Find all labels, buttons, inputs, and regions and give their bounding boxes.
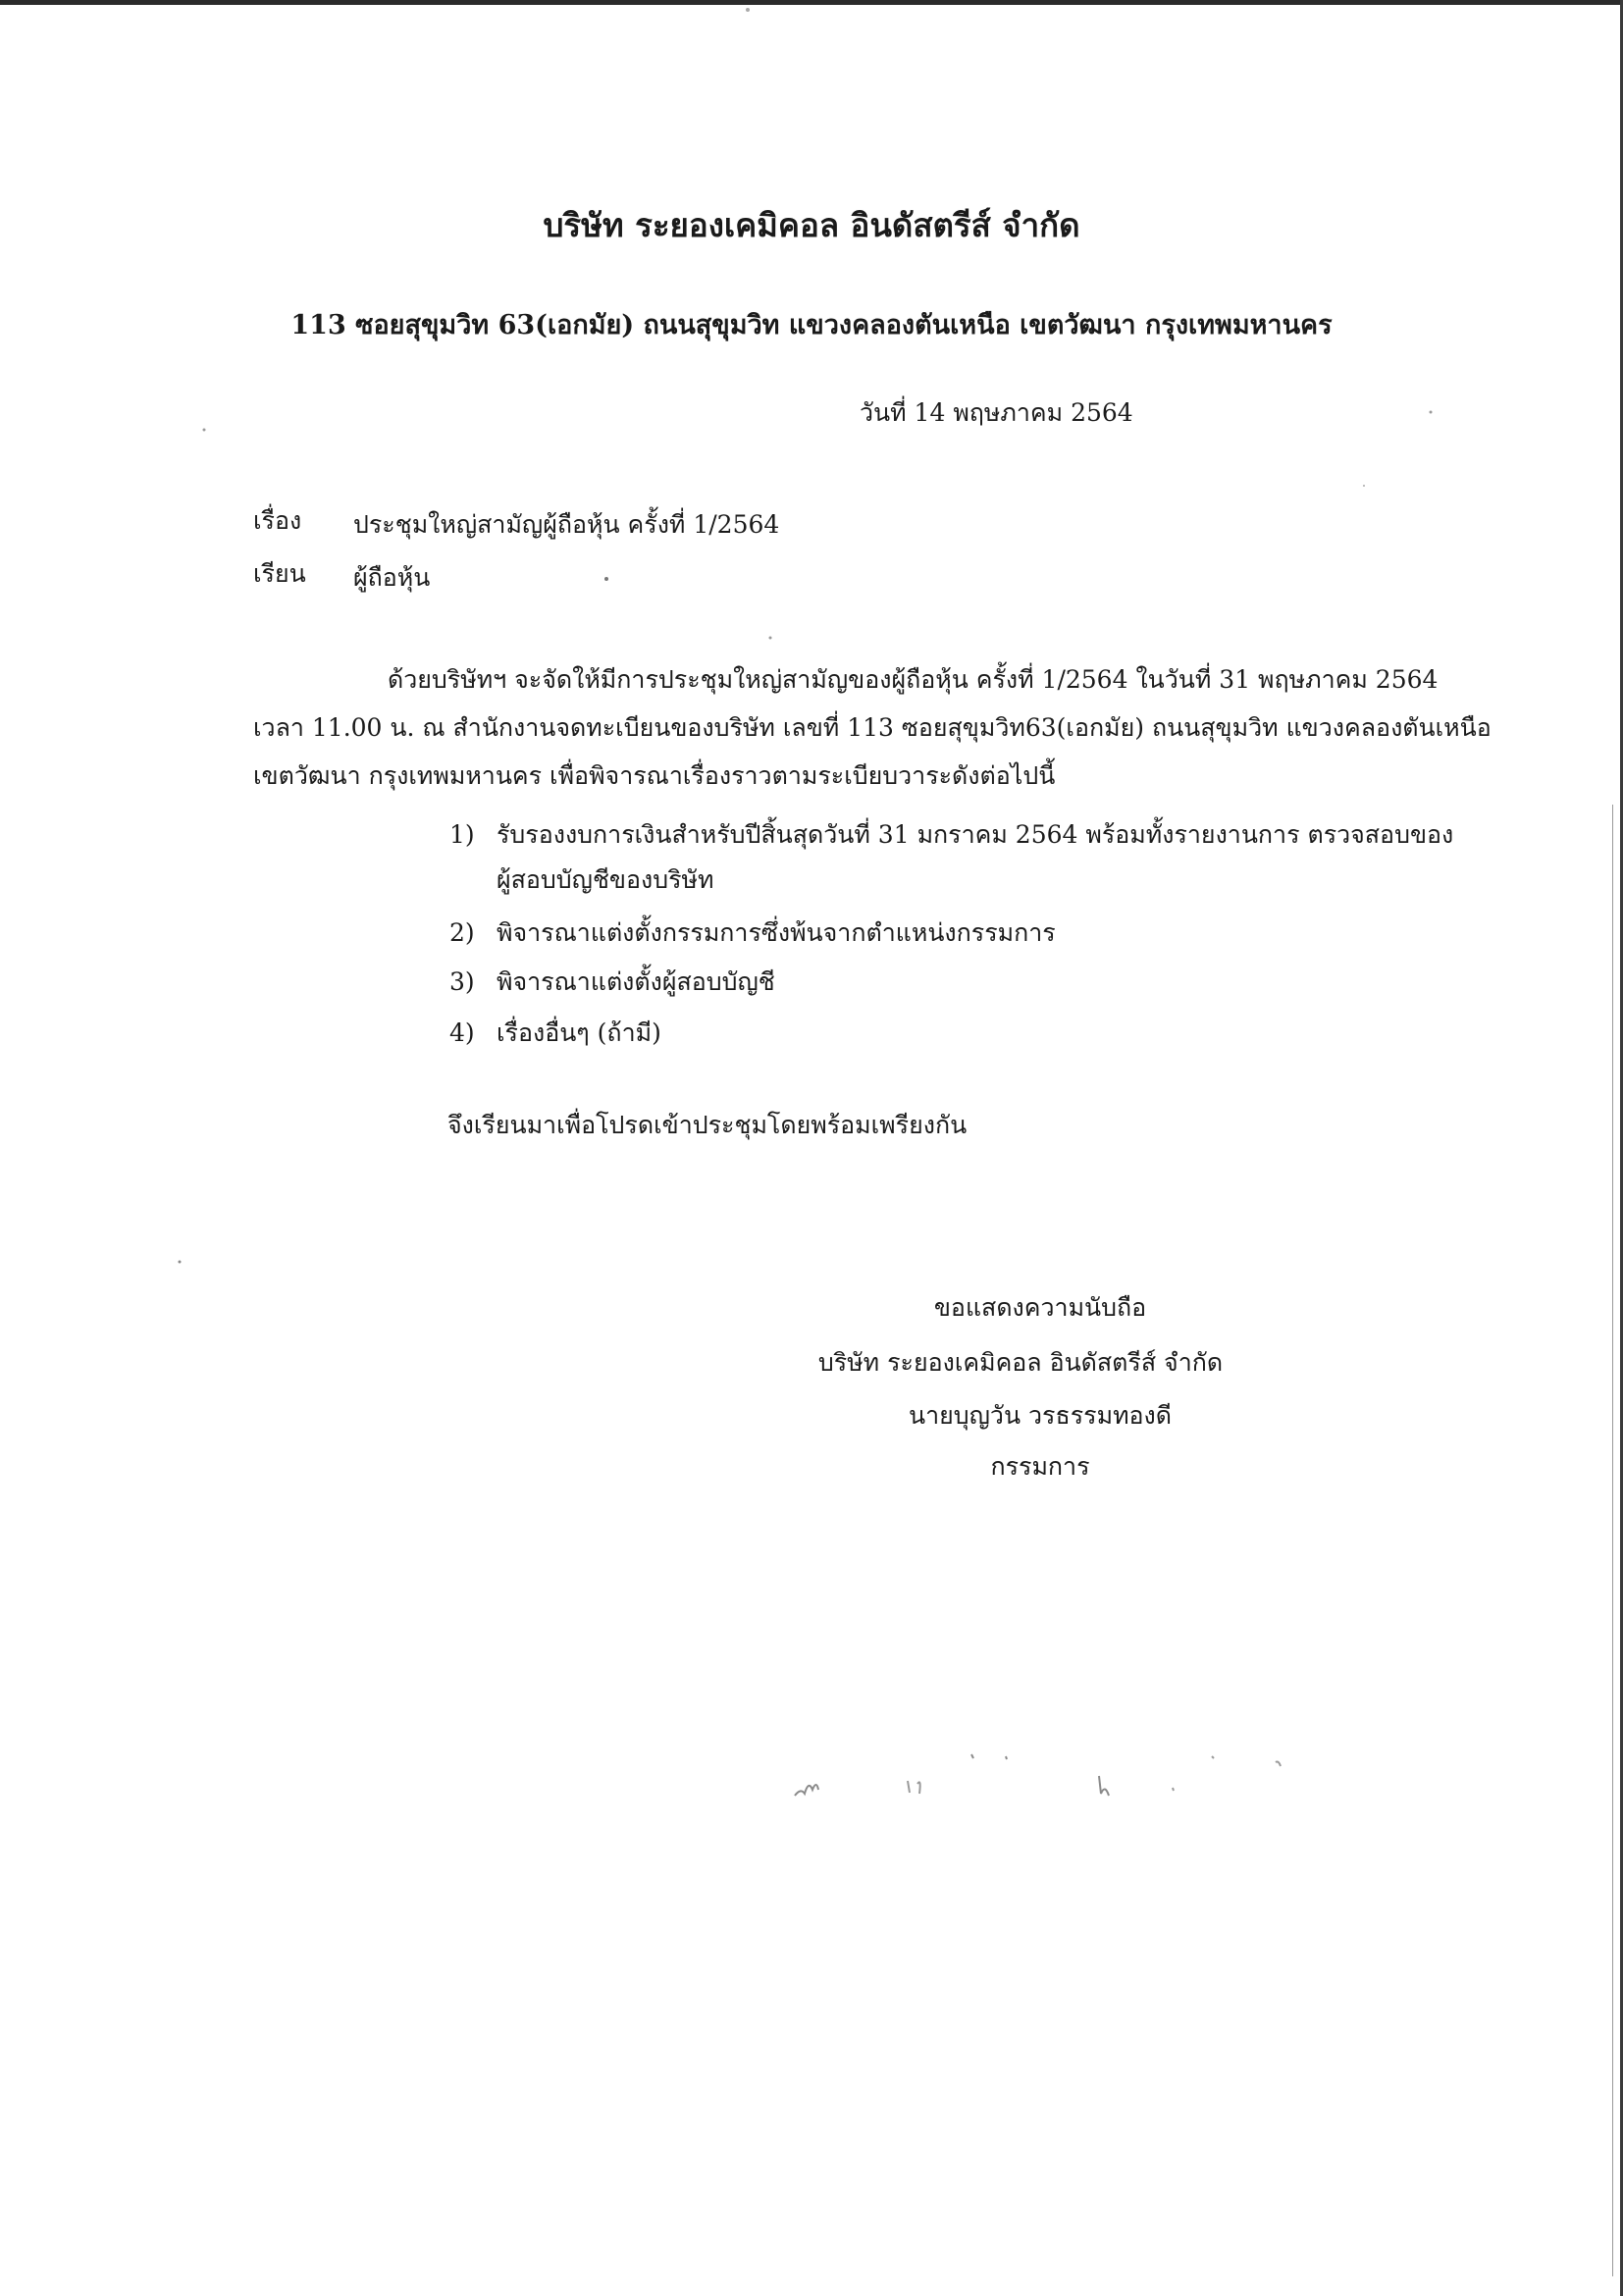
signatory-name: นายบุญวัน วรธรรมทองดี — [908, 1401, 1173, 1430]
agenda-number: 1) — [449, 820, 475, 849]
signatory-title: กรรมการ — [990, 1452, 1090, 1481]
agenda-item-text: พิจารณาแต่งตั้งกรรมการซึ่งพ้นจากตำแหน่งกรรมการ — [497, 918, 1056, 947]
paragraph-line-3: เขตวัฒนา กรุงเทพมหานคร เพื่อพิจารณาเรื่องราวตามระเบียบวาระดังต่อไปนี้ — [253, 761, 1056, 790]
agenda-item-text: ผู้สอบบัญชีของบริษัท — [497, 865, 714, 894]
company-name: บริษัท ระยองเคมิคอล อินดัสตรีส์ จำกัด — [543, 206, 1080, 244]
recipient-text: ผู้ถือหุ้น — [353, 563, 431, 592]
agenda-item-text: เรื่องอื่นๆ (ถ้ามี) — [497, 1018, 661, 1047]
agenda-item-text: รับรองงบการเงินสำหรับปีสิ้นสุดวันที่ 31 มกราคม 2564 พร้อมทั้งรายงานการ ตรวจสอบของ — [497, 820, 1454, 849]
recipient-label: เรียน — [253, 559, 306, 588]
subject-label: เรื่อง — [253, 506, 302, 535]
paragraph-line-2: เวลา 11.00 น. ณ สำนักงานจดทะเบียนของบริษัท เลขที่ 113 ซอยสุขุมวิท63(เอกมัย) ถนนสุขุมวิท แขวงคลองตันเหนือ — [253, 713, 1492, 742]
agenda-item-text: พิจารณาแต่งตั้งผู้สอบบัญชี — [497, 967, 775, 996]
agenda-number: 4) — [449, 1018, 475, 1047]
valediction: ขอแสดงความนับถือ — [933, 1293, 1147, 1322]
agenda-number: 2) — [449, 918, 475, 947]
subject-text: ประชุมใหญ่สามัญผู้ถือหุ้น ครั้งที่ 1/2564 — [353, 510, 780, 539]
agenda-number: 3) — [449, 967, 475, 996]
closing-line: จึงเรียนมาเพื่อโปรดเข้าประชุมโดยพร้อมเพรียงกัน — [447, 1111, 968, 1139]
letter-date: วันที่ 14 พฤษภาคม 2564 — [860, 398, 1133, 427]
signatory-company: บริษัท ระยองเคมิคอล อินดัสตรีส์ จำกัด — [817, 1348, 1224, 1377]
paragraph-line-1: ด้วยบริษัทฯ จะจัดให้มีการประชุมใหญ่สามัญของผู้ถือหุ้น ครั้งที่ 1/2564 ในวันที่ 31 พฤษภาคม 2564 — [388, 665, 1439, 694]
company-address: 113 ซอยสุขุมวิท 63(เอกมัย) ถนนสุขุมวิท แขวงคลองตันเหนือ เขตวัฒนา กรุงเทพมหานคร — [290, 310, 1333, 340]
